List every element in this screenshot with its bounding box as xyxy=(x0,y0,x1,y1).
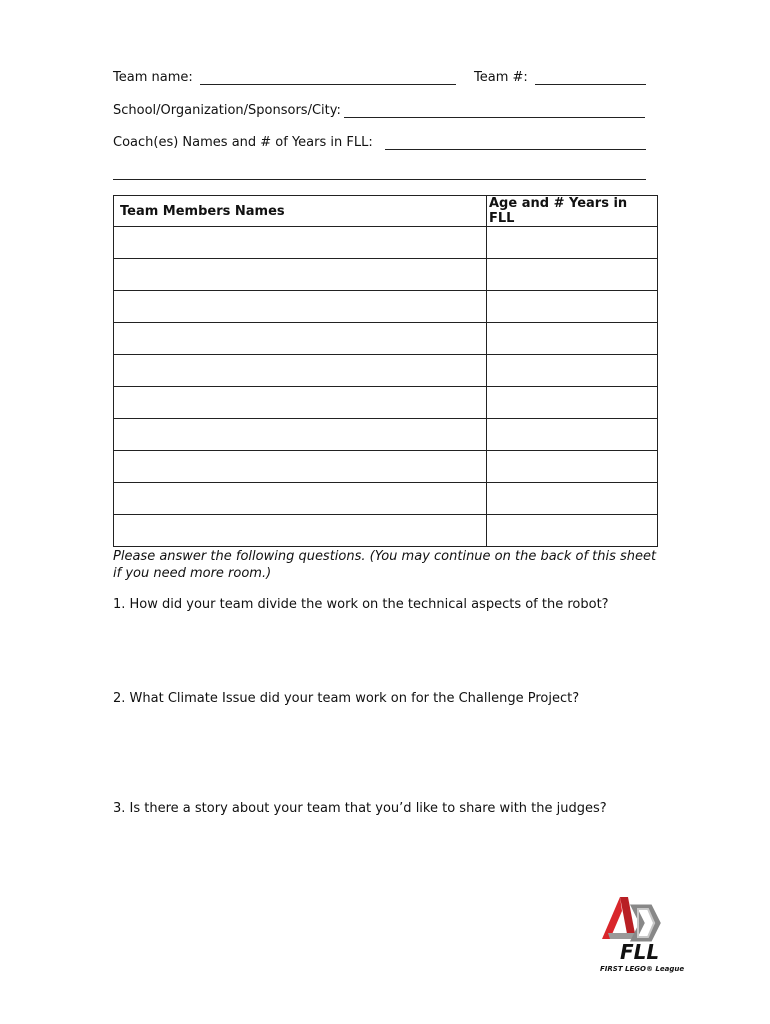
team-number-field[interactable] xyxy=(535,70,646,85)
member-name-cell[interactable] xyxy=(114,323,487,355)
member-age-cell[interactable] xyxy=(487,483,658,515)
team-name-field[interactable] xyxy=(200,70,456,85)
table-row xyxy=(114,259,658,291)
team-name-label: Team name: xyxy=(113,70,193,85)
question-1: 1. How did your team divide the work on the technical aspects of the robot? xyxy=(113,597,609,612)
fll-wordmark: FLL xyxy=(620,940,660,964)
team-members-names-header: Team Members Names xyxy=(114,196,487,227)
age-years-header: Age and # Years in FLL xyxy=(487,196,658,227)
fll-tagline: FIRST LEGO® League xyxy=(600,965,685,973)
table-row xyxy=(114,227,658,259)
member-age-cell[interactable] xyxy=(487,515,658,547)
member-age-cell[interactable] xyxy=(487,227,658,259)
team-name-row xyxy=(113,70,193,86)
question-2: 2. What Climate Issue did your team work on for the Challenge Project? xyxy=(113,691,580,706)
table-row xyxy=(114,355,658,387)
member-name-cell[interactable] xyxy=(114,355,487,387)
school-row xyxy=(113,103,341,119)
member-age-cell[interactable] xyxy=(487,355,658,387)
table-row xyxy=(114,419,658,451)
team-members-table xyxy=(113,195,658,547)
table-row xyxy=(114,451,658,483)
member-name-cell[interactable] xyxy=(114,419,487,451)
member-age-cell[interactable] xyxy=(487,259,658,291)
question-3: 3. Is there a story about your team that you’d like to share with the judges? xyxy=(113,801,607,816)
member-name-cell[interactable] xyxy=(114,291,487,323)
fll-logo xyxy=(598,895,688,975)
coach-row xyxy=(113,135,373,151)
school-field[interactable] xyxy=(344,103,645,118)
table-row xyxy=(114,483,658,515)
table-row xyxy=(114,291,658,323)
instructions-text: Please answer the following questions. (You may continue on the back of this sheet if you need more room.) xyxy=(113,549,657,581)
coach-label: Coach(es) Names and # of Years in FLL: xyxy=(113,135,373,150)
team-number-label: Team #: xyxy=(474,70,528,85)
table-row xyxy=(114,323,658,355)
member-name-cell[interactable] xyxy=(114,451,487,483)
member-age-cell[interactable] xyxy=(487,419,658,451)
member-age-cell[interactable] xyxy=(487,451,658,483)
team-number-row xyxy=(474,70,528,86)
member-age-cell[interactable] xyxy=(487,387,658,419)
table-row xyxy=(114,515,658,547)
coach-field-continued[interactable] xyxy=(113,165,646,180)
table-row xyxy=(114,387,658,419)
member-name-cell[interactable] xyxy=(114,515,487,547)
member-name-cell[interactable] xyxy=(114,259,487,291)
school-label: School/Organization/Sponsors/City: xyxy=(113,103,341,118)
member-name-cell[interactable] xyxy=(114,227,487,259)
fll-logo-mark-icon xyxy=(598,895,688,975)
member-name-cell[interactable] xyxy=(114,483,487,515)
member-age-cell[interactable] xyxy=(487,323,658,355)
member-name-cell[interactable] xyxy=(114,387,487,419)
coach-field[interactable] xyxy=(385,135,646,150)
member-age-cell[interactable] xyxy=(487,291,658,323)
table-header-row xyxy=(114,196,658,227)
